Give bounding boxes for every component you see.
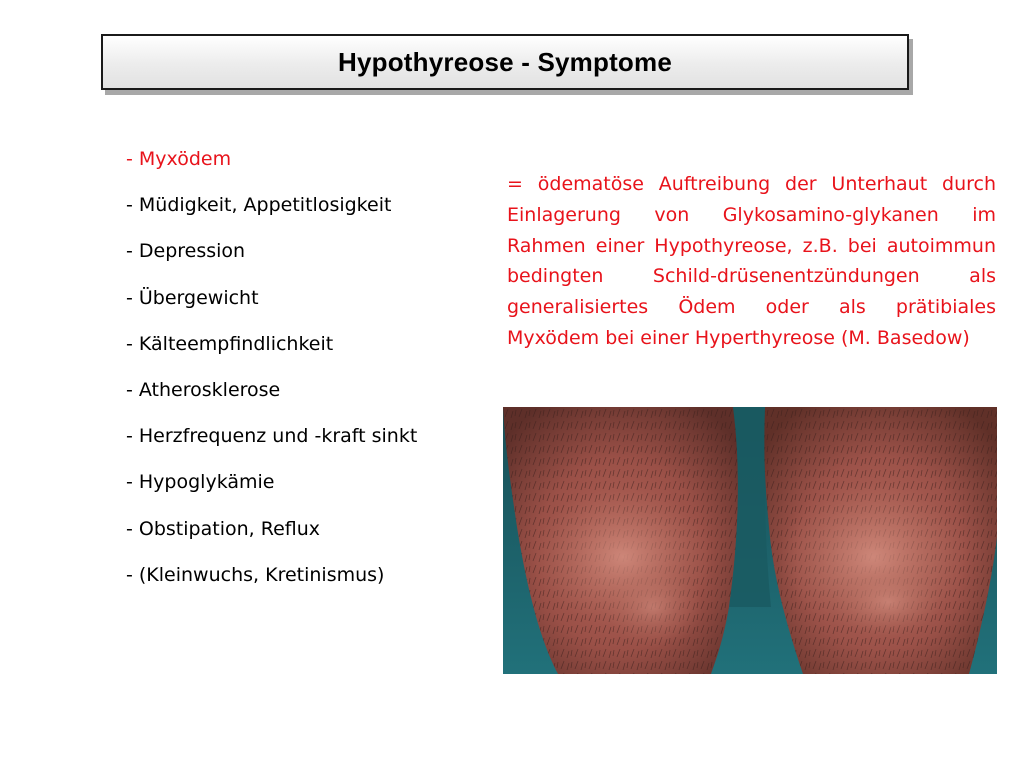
symptom-item-myxoedem: - Myxödem: [126, 148, 232, 170]
symptom-item-herzfrequenz: - Herzfrequenz und -kraft sinkt: [126, 425, 418, 448]
myxoedem-definition: = ödematöse Auftreibung der Unterhaut durch Einlagerung von Glykosamino-glykanen im Rahmen einer Hypothyreose, z.B. bei autoimmun bedingten Schild-drüsenentzündungen als generalisiertes Ödem oder als prätibiales Myxödem bei einer Hyperthyreose (M. Basedow): [507, 173, 996, 349]
symptom-item-uebergewicht: - Übergewicht: [126, 286, 259, 309]
symptom-item-hypoglykaemie: - Hypoglykämie: [126, 471, 275, 494]
symptom-item-atherosklerose: - Atherosklerose: [126, 378, 281, 401]
slide-title: Hypothyreose - Symptome: [337, 46, 672, 77]
symptom-list: [126, 147, 417, 609]
symptom-item-kaelteempfindlichkeit: - Kälteempfindlichkeit: [126, 332, 334, 355]
symptom-item-obstipation: - Obstipation, Reflux: [126, 517, 321, 540]
symptom-item-kleinwuchs: - (Kleinwuchs, Kretinismus): [126, 563, 385, 586]
symptom-item-depression: - Depression: [126, 240, 246, 263]
clinical-photo-pretibial-myxedema: [503, 407, 997, 674]
symptom-item-muedigkeit: - Müdigkeit, Appetitlosigkeit: [126, 194, 392, 217]
title-box: [101, 34, 909, 90]
